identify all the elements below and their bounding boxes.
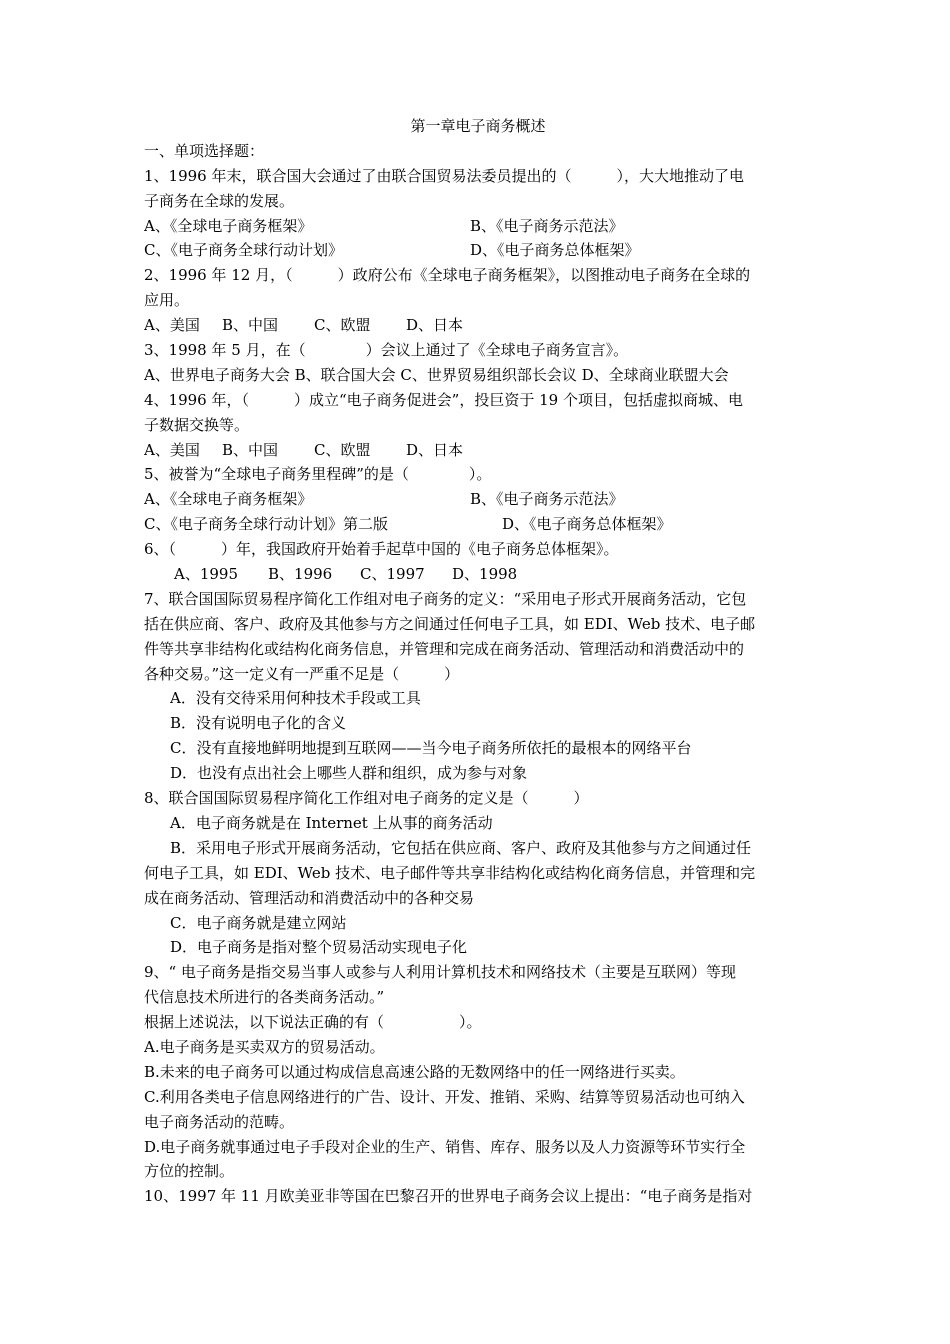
option-d: D、日本 [406,440,464,459]
option-c: C、《电子商务全球行动计划》 [144,241,343,260]
option-b-cont: 成在商务活动、管理活动和消费活动中的各种交易 [144,888,475,907]
question-6-options [144,562,812,587]
option-c: C．电子商务就是建立网站 [170,913,347,932]
option-d: D、日本 [406,316,464,335]
question-2: 2、1996 年 12 月，（ ）政府公布《全球电子商务框架》，以图推动电子商务在全球的 [144,266,751,285]
question-9: 9、“ 电子商务是指交易当事人或参与人利用计算机技术和网络技术（主要是互联网）等现 [144,963,736,982]
question-7: 7、联合国国际贸易程序简化工作组对电子商务的定义：“采用电子形式开展商务活动，它包 [144,589,747,608]
option-a: A、美国 [144,440,200,459]
option-a: A.电子商务是买卖双方的贸易活动。 [144,1037,385,1056]
question-7-cont: 各种交易。”这一定义有一严重不足是（ ） [144,664,460,683]
option-b-cont: 何电子工具，如 EDI、Web 技术、电子邮件等共享非结构化或结构化商务信息，并管理和完 [144,863,756,882]
option-d: D、《电子商务总体框架》 [470,241,640,260]
question-4-options [144,438,812,463]
question-6: 6、（ ）年，我国政府开始着手起草中国的《电子商务总体框架》。 [144,540,619,559]
page-title: 第一章电子商务概述 [410,117,546,135]
question-3-options: A、世界电子商务大会 B、联合国大会 C、世界贸易组织部长会议 D、全球商业联盟大会 [144,365,729,384]
option-d: D.电子商务就事通过电子手段对企业的生产、销售、库存、服务以及人力资源等环节实行全 [144,1137,746,1156]
option-a: A．没有交待采用何种技术手段或工具 [170,689,421,708]
question-3: 3、1998 年 5 月，在（ ）会议上通过了《全球电子商务宣言》。 [144,341,629,360]
question-9-prompt: 根据上述说法，以下说法正确的有（ ）。 [144,1013,482,1032]
question-8: 8、联合国国际贸易程序简化工作组对电子商务的定义是（ ） [144,789,589,808]
option-a: A、1995 [174,565,239,584]
section-heading: 一、单项选择题： [144,141,265,160]
question-1-cont: 子商务在全球的发展。 [144,191,295,210]
question-4-cont: 子数据交换等。 [144,415,250,434]
question-2-options [144,313,812,338]
option-d: D、1998 [452,565,518,584]
question-5: 5、被誉为“全球电子商务里程碑”的是（ ）。 [144,465,492,484]
option-b: B、《电子商务示范法》 [470,490,624,509]
question-7-cont: 件等共享非结构化或结构化商务信息，并管理和完成在商务活动、管理活动和消费活动中的 [144,639,745,658]
question-1: 1、1996 年末，联合国大会通过了由联合国贸易法委员提出的（ ），大大地推动了电 [144,166,744,185]
option-a: A、《全球电子商务框架》 [144,490,313,509]
option-a: A、《全球电子商务框架》 [144,216,313,235]
option-a: A、美国 [144,316,200,335]
option-d: D、《电子商务总体框架》 [502,515,672,534]
option-c: C、1997 [360,565,425,584]
option-d-cont: 方位的控制。 [144,1162,235,1181]
option-d: D．电子商务是指对整个贸易活动实现电子化 [170,938,468,957]
question-1-options-cd [144,238,812,263]
question-10: 10、1997 年 11 月欧美亚非等国在巴黎召开的世界电子商务会议上提出：“电子商务是指对 [144,1187,753,1206]
option-b: B．没有说明电子化的含义 [170,714,347,733]
option-d: D．也没有点出社会上哪些人群和组织，成为参与对象 [170,764,528,783]
option-c: C．没有直接地鲜明地提到互联网——当今电子商务所依托的最根本的网络平台 [170,739,692,758]
option-b: B．采用电子形式开展商务活动，它包括在供应商、客户、政府及其他参与方之间通过任 [170,838,752,857]
option-b: B、1996 [268,565,333,584]
question-2-cont: 应用。 [144,291,190,310]
document-body [144,114,812,1209]
question-9-cont: 代信息技术所进行的各类商务活动。” [144,988,385,1007]
question-7-cont: 括在供应商、客户、政府及其他参与方之间通过任何电子工具，如 EDI、Web 技术、电子邮 [144,614,756,633]
question-5-options-cd [144,512,812,537]
question-1-options-ab [144,214,812,239]
option-c-cont: 电子商务活动的范畴。 [144,1112,295,1131]
option-c: C.利用各类电子信息网络进行的广告、设计、开发、推销、采购、结算等贸易活动也可纳入 [144,1087,745,1106]
option-b: B、中国 [222,440,279,459]
option-c: C、欧盟 [314,316,371,335]
question-4: 4、1996 年，（ ）成立“电子商务促进会”，投巨资于 19 个项目，包括虚拟商城、电 [144,390,743,409]
option-b: B、中国 [222,316,279,335]
option-c: C、欧盟 [314,440,371,459]
question-5-options-ab [144,487,812,512]
option-b: B.未来的电子商务可以通过构成信息高速公路的无数网络中的任一网络进行买卖。 [144,1062,685,1081]
option-b: B、《电子商务示范法》 [470,216,624,235]
option-c: C、《电子商务全球行动计划》第二版 [144,515,388,534]
option-a: A．电子商务就是在 Internet 上从事的商务活动 [170,813,493,832]
